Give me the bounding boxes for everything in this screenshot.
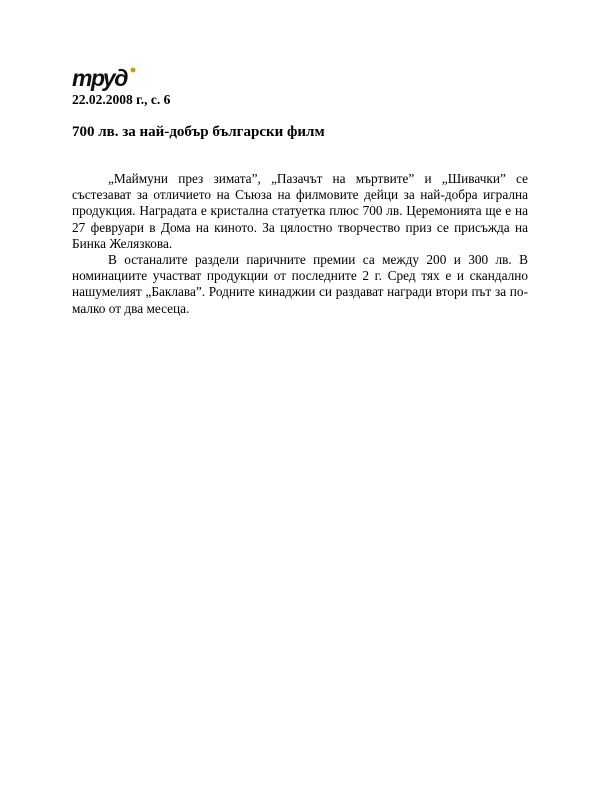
trud-logo [72,66,138,92]
trud-logo-text: труд [72,66,127,91]
trud-logo-icon [72,66,138,92]
article-paragraph: В останалите раздели паричните премии са между 200 и 300 лв. В номинациите участват продукции от последните 2 г. Сред тях е и скандално нашумелият „Баклава”. Родните кинаджии си раздават награди втори път за по-малко от два месеца. [72,252,528,316]
source-date-page: 22.02.2008 г., с. 6 [72,92,171,107]
logo-accent-dot [131,68,136,73]
article-body [72,171,528,317]
article-paragraph: „Маймуни през зимата”, „Пазачът на мъртвите” и „Шивачки” се състезават за отличието на Съюза на филмовите дейци за най-добра игрална продукция. Наградата е кристална статуетка плюс 700 лв. Церемонията ще е на 27 февруари в Дома на киното. За цялостно творчество приз се присъжда на Бинка Желязкова. [72,171,528,251]
article-title: 700 лв. за най-добър български филм [72,124,325,140]
